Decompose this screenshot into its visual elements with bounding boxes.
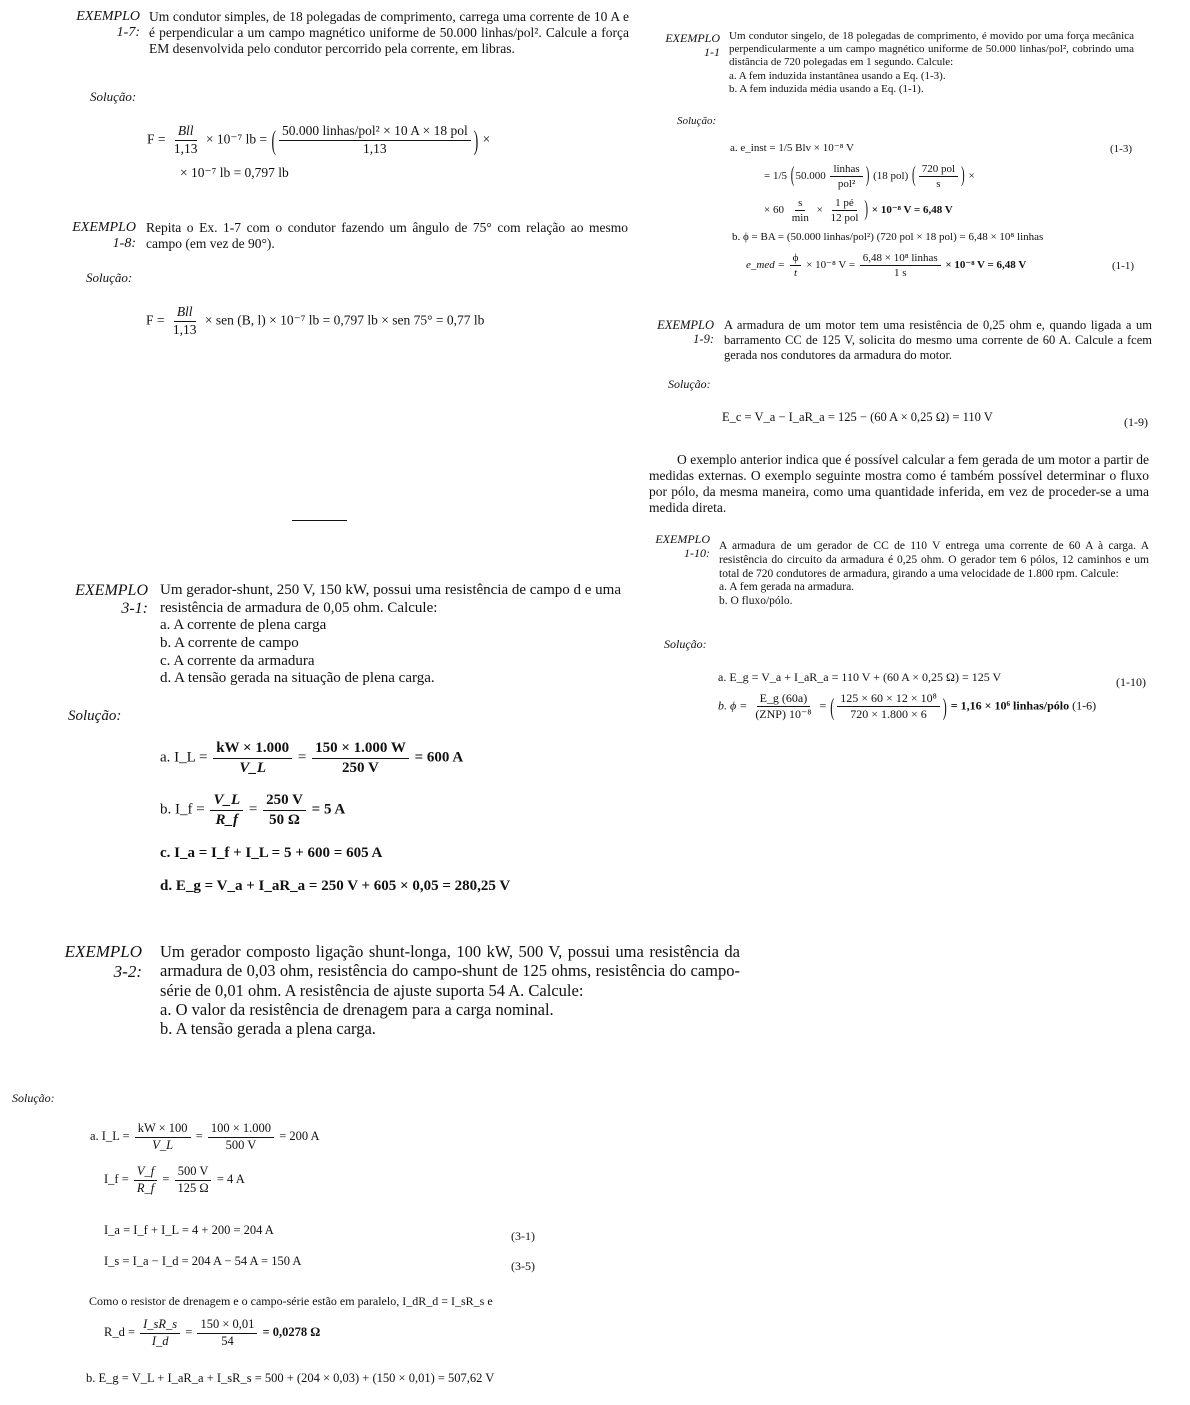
eq-part: = 1,16 × 10⁶ linhas/pólo: [950, 698, 1070, 713]
denominator: R_f: [215, 811, 239, 828]
eq-number: (1-3): [1110, 143, 1132, 155]
example-1-7-text: Um condutor simples, de 18 polegadas de comprimento, carrega uma corrente de 10 A e é perpendicular a um campo magnético uniforme de 50.000 linhas/pol². Calcule a força EM desenvolvida pelo condutor percorrido pela corrente, em libras.: [149, 9, 629, 57]
eq-lhs: b. I_f =: [160, 801, 205, 818]
eq-eg: a. E_g = V_a + I_aR_a = 110 V + (60 A × 0,25 Ω) = 125 V: [718, 670, 1002, 684]
example-1-10-label: [644, 533, 710, 561]
solution-label: Solução:: [664, 637, 707, 651]
item-b: b. A corrente de campo: [160, 635, 299, 652]
item-b: b. O fluxo/pólo.: [719, 595, 793, 608]
solution-label: Solução:: [68, 708, 122, 724]
fraction: [312, 740, 409, 776]
numerator: 1 pé: [832, 197, 857, 211]
eq-lhs: e_med =: [746, 259, 785, 272]
item-b: b. A tensão gerada a plena carga.: [160, 1019, 376, 1039]
numerator: Bll: [174, 305, 196, 322]
paren-close: ): [865, 163, 870, 188]
numerator: 150 × 0,01: [197, 1318, 257, 1334]
example-1-8-label: [62, 220, 136, 252]
paren-open: (: [912, 163, 916, 188]
paren-open: (: [830, 692, 835, 721]
eq-part: =: [248, 801, 258, 818]
solution-label: Solução:: [668, 377, 711, 391]
numerator: E_g (60a): [757, 692, 811, 707]
denominator: R_f: [136, 1180, 155, 1195]
eq-part: =: [185, 1325, 193, 1340]
numerator: kW × 1.000: [213, 740, 292, 759]
fraction: [135, 1122, 191, 1153]
eq-part: × 60: [764, 204, 784, 217]
example-label-text: EXEMPLO: [655, 532, 710, 546]
denominator: 720 × 1.800 × 6: [850, 707, 927, 722]
eq-einst-2: [764, 163, 975, 190]
note-text: Como o resistor de drenagem e o campo-série estão em paralelo, I_dR_d = I_sR_s e: [89, 1294, 493, 1308]
eq-il: [160, 740, 463, 776]
eq-if: [160, 792, 345, 828]
paren-close: ): [961, 163, 965, 188]
eq-number: (3-5): [511, 1259, 535, 1273]
numerator: ϕ: [790, 252, 802, 266]
eq-part: =: [819, 698, 827, 713]
denominator: 50 Ω: [269, 811, 300, 828]
equation-force-angle: [146, 305, 484, 338]
eq-eg: b. E_g = V_L + I_aR_a + I_sR_s = 500 + (204 × 0,03) + (150 × 0,01) = 507,62 V: [86, 1371, 495, 1385]
example-1-1-label: [654, 32, 720, 60]
example-number: 1-10:: [684, 545, 710, 560]
eq-part: = 4 A: [216, 1172, 245, 1187]
eq-lhs: b. ϕ =: [718, 698, 748, 713]
fraction: [837, 692, 940, 721]
example-text: Um condutor singelo, de 18 polegadas de comprimento, é movido por uma força mecânica perpendicularmente a um campo magnético uniforme de 50.000 linhas/pol², cobrindo uma distância de 720 polegadas em 1 segundo. Calcule:: [729, 30, 1134, 69]
solution-label: Solução:: [12, 1091, 55, 1105]
denominator: (ZNP) 10⁻⁸: [755, 707, 812, 722]
example-label-text: EXEMPLO: [76, 9, 140, 24]
eq-part: = 1/5: [764, 170, 788, 183]
solution-label: Solução:: [90, 89, 137, 104]
example-1-9-label: [646, 318, 714, 347]
eq-part: = 600 A: [414, 749, 464, 766]
eq-times: ×: [482, 131, 491, 147]
item-a: a. A fem induzida instantânea usando a Eq. (1-3).: [729, 69, 946, 82]
example-number: 1-8:: [112, 236, 136, 252]
eq-phi: [718, 692, 1096, 721]
numerator: V_L: [210, 792, 243, 811]
eq-lhs: I_f =: [104, 1172, 129, 1187]
eq-einst: a. e_inst = 1/5 Blv × 10⁻⁸ V: [730, 142, 854, 154]
item-c: c. A corrente da armadura: [160, 652, 315, 669]
example-3-1-label: [66, 582, 148, 619]
eq-lhs: F =: [147, 131, 166, 147]
example-label-text: EXEMPLO: [657, 318, 714, 332]
numerator: 100 × 1.000: [208, 1122, 274, 1138]
item-a: a. A fem gerada na armadura.: [719, 581, 855, 594]
example-number: 3-1:: [121, 600, 148, 618]
example-1-1-text: [729, 30, 1134, 96]
denominator: s: [936, 178, 941, 191]
denominator: 1,13: [173, 140, 198, 156]
fraction: [919, 163, 958, 190]
example-3-1-text: [160, 582, 630, 688]
eq-part: 50.000: [795, 170, 826, 183]
eq-part: =: [297, 749, 307, 766]
solution-label: Solução:: [86, 270, 133, 285]
numerator: 250 V: [263, 792, 306, 811]
numerator: 720 pol: [919, 163, 958, 177]
equation-force-result: × 10⁻⁷ lb = 0,797 lb: [180, 165, 289, 180]
eq-number: (1-6): [1072, 698, 1097, 713]
numerator: V_f: [134, 1165, 157, 1181]
denominator: I_d: [151, 1333, 169, 1348]
eq-part: =: [162, 1172, 170, 1187]
fraction: [752, 692, 814, 721]
denominator: 1 s: [893, 267, 907, 280]
denominator: 250 V: [342, 759, 379, 776]
eq-lhs: F =: [146, 312, 165, 328]
denominator: V_L: [152, 1137, 174, 1152]
numerator: 125 × 60 × 12 × 10⁸: [837, 692, 940, 707]
example-number: 1-9:: [693, 332, 714, 347]
fraction: [860, 252, 941, 279]
paren-open: (: [271, 124, 276, 155]
example-label-text: EXEMPLO: [72, 220, 136, 235]
numerator: 500 V: [175, 1165, 212, 1181]
example-1-10-text: [719, 540, 1149, 609]
example-text: Um gerador-shunt, 250 V, 150 kW, possui uma resistência de campo d e uma resistência de armadura de 0,05 ohm. Calcule:: [160, 582, 622, 616]
fraction: [170, 305, 200, 338]
example-1-7-label: [66, 9, 140, 41]
denominator: 1,13: [363, 140, 387, 156]
eq-il: [90, 1122, 320, 1153]
paren-close: ): [942, 692, 947, 721]
eq-number: (3-1): [511, 1229, 535, 1243]
separator-rule: [292, 520, 347, 521]
eq-lhs: R_d =: [104, 1325, 136, 1340]
fraction: [208, 1122, 274, 1153]
denominator: 500 V: [225, 1137, 257, 1152]
eq-ia: I_a = I_f + I_L = 4 + 200 = 204 A: [104, 1223, 274, 1237]
eq-eg: d. E_g = V_a + I_aR_a = 250 V + 605 × 0,05 = 280,25 V: [160, 878, 511, 894]
example-label-text: EXEMPLO: [64, 942, 142, 961]
numerator: linhas: [830, 163, 862, 177]
fraction: [828, 197, 862, 224]
eq-number: (1-9): [1124, 415, 1148, 429]
eq-flux: b. ϕ = BA = (50.000 linhas/pol²) (720 pol × 18 pol) = 6,48 × 10⁸ linhas: [732, 231, 1044, 243]
eq-mid: × 10⁻⁷ lb =: [205, 131, 268, 147]
paren-close: ): [864, 197, 869, 222]
eq-lhs: a. I_L =: [160, 749, 208, 766]
denominator: 54: [221, 1333, 234, 1348]
item-b: b. A fem induzida média usando a Eq. (1-1).: [729, 82, 924, 95]
eq-number: (1-10): [1116, 675, 1146, 689]
denominator: 12 pol: [830, 212, 859, 225]
denominator: V_L: [239, 759, 266, 776]
example-text: Um gerador composto ligação shunt-longa, 100 kW, 500 V, possui uma resistência da armadura de 0,03 ohm, resistência do campo-shunt de 125 ohms, resistência do campo-série de 0,01 ohm. A resistência de ajuste suporta 54 A. Calcule:: [160, 942, 740, 1000]
numerator: Bll: [175, 124, 197, 141]
example-text: A armadura de um gerador de CC de 110 V entrega uma corrente de 60 A à carga. A resistência do circuito da armadura é 0,25 ohm. O gerador tem 6 pólos, 12 caminhos e um total de 720 condutores de armadura, girando a uma velocidade de 1.800 rpm. Calcule:: [719, 540, 1149, 580]
eq-emed: [746, 252, 1026, 279]
eq-part: × 10⁻⁸ V = 6,48 V: [945, 259, 1027, 272]
numerator: I_sR_s: [140, 1318, 180, 1334]
numerator: 150 × 1.000 W: [312, 740, 409, 759]
fraction: [213, 740, 292, 776]
eq-lhs: a. I_L =: [90, 1129, 130, 1144]
eq-einst-3: [764, 197, 953, 224]
numerator: 6,48 × 10⁸ linhas: [860, 252, 941, 266]
eq-part: = 0,0278 Ω: [262, 1325, 321, 1340]
fraction: [790, 252, 802, 279]
example-number: 1-1: [704, 44, 720, 59]
eq-part: =: [195, 1129, 203, 1144]
fraction: [175, 1165, 212, 1196]
example-number: 1-7:: [116, 25, 140, 41]
eq-part: × 10⁻⁸ V = 6,48 V: [871, 204, 953, 217]
fraction: [171, 124, 201, 157]
eq-part: (18 pol): [873, 170, 909, 183]
item-d: d. A tensão gerada na situação de plena carga.: [160, 670, 435, 687]
numerator: kW × 100: [135, 1122, 191, 1138]
fraction: [830, 163, 862, 190]
eq-part: ×: [968, 170, 975, 183]
fraction: [140, 1318, 180, 1349]
paren-open: (: [790, 163, 795, 188]
item-a: a. A corrente de plena carga: [160, 617, 327, 634]
eq-fcem: E_c = V_a − I_aR_a = 125 − (60 A × 0,25 Ω) = 110 V: [722, 410, 993, 424]
paragraph: O exemplo anterior indica que é possível calcular a fem gerada de um motor a partir de medidas externas. O exemplo seguinte mostra como é também possível determinar o fluxo por pólo, da mesma maneira, como uma quantidade inferida, em vez de proceder-se a uma medida direta.: [649, 452, 1149, 515]
eq-part: × 10⁻⁸ V =: [806, 259, 856, 272]
fraction: [197, 1318, 257, 1349]
eq-ia: c. I_a = I_f + I_L = 5 + 600 = 605 A: [160, 845, 383, 861]
example-label-text: EXEMPLO: [75, 582, 148, 599]
example-3-2-label: [58, 942, 142, 981]
fraction-big: [279, 124, 471, 157]
eq-part: = 200 A: [279, 1129, 320, 1144]
fraction: [134, 1165, 157, 1196]
eq-is: I_s = I_a − I_d = 204 A − 54 A = 150 A: [104, 1254, 302, 1268]
eq-rd: [104, 1318, 320, 1349]
denominator: t: [794, 267, 798, 280]
example-3-2-text: [160, 942, 740, 1038]
fraction: [210, 792, 243, 828]
denominator: 125 Ω: [177, 1180, 209, 1195]
denominator: 1,13: [172, 321, 197, 337]
fraction: [789, 197, 812, 224]
example-label-text: EXEMPLO: [665, 31, 720, 45]
eq-if: [104, 1165, 245, 1196]
eq-part: = 5 A: [311, 801, 346, 818]
solution-label: Solução:: [677, 115, 717, 127]
numerator: 50.000 linhas/pol² × 10 A × 18 pol: [279, 124, 471, 141]
equation-force: [147, 124, 490, 157]
eq-rest: × sen (B, l) × 10⁻⁷ lb = 0,797 lb × sen 75° = 0,77 lb: [204, 312, 485, 328]
denominator: min: [791, 212, 809, 225]
eq-part: ×: [816, 204, 823, 217]
item-a: a. O valor da resistência de drenagem para a carga nominal.: [160, 999, 554, 1019]
numerator: s: [795, 197, 805, 211]
paren-close: ): [473, 124, 479, 155]
example-1-8-text: Repita o Ex. 1-7 com o condutor fazendo um ângulo de 75° com relação ao mesmo campo (em vez de 90°).: [146, 220, 628, 252]
fraction: [263, 792, 306, 828]
example-1-9-text: A armadura de um motor tem uma resistência de 0,25 ohm e, quando ligada a um barramento CC de 125 V, solicita do mesmo uma corrente de 60 A. Calcule a fcem gerada nos condutores da armadura do motor.: [724, 318, 1152, 362]
example-number: 3-2:: [113, 961, 142, 981]
denominator: pol²: [837, 178, 856, 191]
eq-number: (1-1): [1112, 260, 1134, 272]
